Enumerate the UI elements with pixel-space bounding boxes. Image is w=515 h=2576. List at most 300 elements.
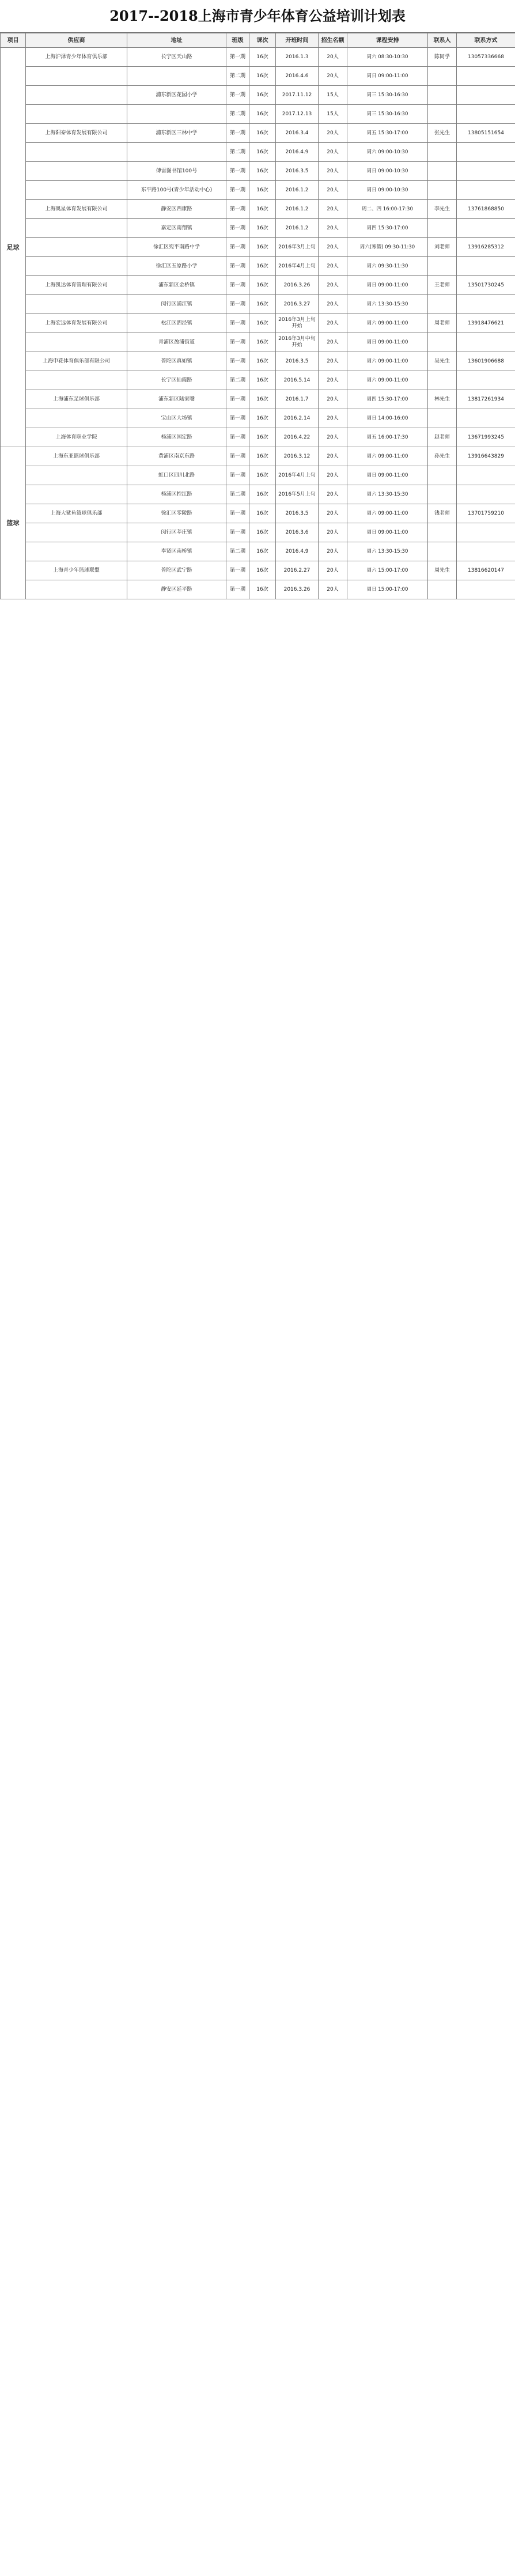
- level-cell: 第一期: [226, 200, 249, 219]
- schedule-cell: 周六 13:30-15:30: [347, 542, 428, 561]
- schedule-cell: 周五 15:30-17:00: [347, 124, 428, 143]
- address-cell: 东平路100号(青少年活动中心): [127, 181, 226, 200]
- sessions-cell: 16次: [249, 333, 276, 352]
- quota-cell: 20人: [319, 542, 347, 561]
- table-row: [1, 561, 515, 580]
- header-sport: 项目: [1, 33, 26, 48]
- phone-cell: 13601906688: [457, 352, 515, 371]
- start-time-cell: 2016年4月上旬: [276, 257, 319, 276]
- supplier-cell: [26, 333, 127, 352]
- supplier-cell: [26, 181, 127, 200]
- supplier-cell: 上海沪泽青少年体育俱乐部: [26, 48, 127, 67]
- table-row: [1, 428, 515, 447]
- table-row: [1, 485, 515, 504]
- phone-cell: [457, 162, 515, 181]
- table-row: [1, 200, 515, 219]
- level-cell: 第一期: [226, 257, 249, 276]
- start-time-cell: 2016.1.2: [276, 181, 319, 200]
- contact-cell: 刘老师: [428, 238, 457, 257]
- schedule-cell: 周三 15:30-16:30: [347, 105, 428, 124]
- table-row: [1, 333, 515, 352]
- contact-cell: [428, 86, 457, 105]
- start-time-cell: 2016年3月上旬开始: [276, 314, 319, 333]
- address-cell: 普陀区真如镇: [127, 352, 226, 371]
- table-row: [1, 48, 515, 67]
- contact-cell: [428, 580, 457, 599]
- quota-cell: 20人: [319, 447, 347, 466]
- phone-cell: [457, 105, 515, 124]
- schedule-cell: 周六 15:00-17:00: [347, 561, 428, 580]
- table-row: [1, 162, 515, 181]
- schedule-cell: 周六 13:30-15:30: [347, 295, 428, 314]
- level-cell: 第一期: [226, 219, 249, 238]
- level-cell: 第一期: [226, 181, 249, 200]
- quota-cell: 20人: [319, 124, 347, 143]
- phone-cell: 13916643829: [457, 447, 515, 466]
- start-time-cell: 2016.3.6: [276, 523, 319, 542]
- sessions-cell: 16次: [249, 200, 276, 219]
- contact-cell: [428, 162, 457, 181]
- schedule-cell: 周六 09:00-11:00: [347, 314, 428, 333]
- level-cell: 第二期: [226, 105, 249, 124]
- sessions-cell: 16次: [249, 580, 276, 599]
- header-phone: 联系方式: [457, 33, 515, 48]
- table-row: [1, 276, 515, 295]
- schedule-cell: 周六 13:30-15:30: [347, 485, 428, 504]
- address-cell: 浦东新区三林中学: [127, 124, 226, 143]
- header-contact: 联系人: [428, 33, 457, 48]
- address-cell: 静安区延平路: [127, 580, 226, 599]
- sessions-cell: 16次: [249, 390, 276, 409]
- supplier-cell: 上海大鲨鱼篮球俱乐部: [26, 504, 127, 523]
- address-cell: [127, 105, 226, 124]
- contact-cell: [428, 257, 457, 276]
- start-time-cell: 2016.3.27: [276, 295, 319, 314]
- phone-cell: 13761868850: [457, 200, 515, 219]
- quota-cell: 20人: [319, 371, 347, 390]
- phone-cell: 13671993245: [457, 428, 515, 447]
- contact-cell: 钱老师: [428, 504, 457, 523]
- phone-cell: [457, 580, 515, 599]
- address-cell: 长宁区仙霞路: [127, 371, 226, 390]
- start-time-cell: 2016.4.22: [276, 428, 319, 447]
- level-cell: 第一期: [226, 333, 249, 352]
- start-time-cell: 2016.4.9: [276, 143, 319, 162]
- sessions-cell: 16次: [249, 542, 276, 561]
- sessions-cell: 16次: [249, 352, 276, 371]
- supplier-cell: [26, 86, 127, 105]
- contact-cell: [428, 409, 457, 428]
- quota-cell: 20人: [319, 466, 347, 485]
- header-schedule: 课程安排: [347, 33, 428, 48]
- quota-cell: 20人: [319, 143, 347, 162]
- address-cell: 浦东新区花园小学: [127, 86, 226, 105]
- contact-cell: [428, 67, 457, 86]
- supplier-cell: [26, 466, 127, 485]
- quota-cell: 20人: [319, 162, 347, 181]
- phone-cell: [457, 485, 515, 504]
- schedule-cell: 周日 15:00-17:00: [347, 580, 428, 599]
- sessions-cell: 16次: [249, 314, 276, 333]
- phone-cell: 13501730245: [457, 276, 515, 295]
- supplier-cell: [26, 295, 127, 314]
- table-row: [1, 409, 515, 428]
- phone-cell: [457, 523, 515, 542]
- phone-cell: 13816620147: [457, 561, 515, 580]
- start-time-cell: 2016.3.5: [276, 352, 319, 371]
- phone-cell: [457, 409, 515, 428]
- header-start-time: 开班时间: [276, 33, 319, 48]
- start-time-cell: 2016年5月上旬: [276, 485, 319, 504]
- address-cell: 傅雷图书馆100号: [127, 162, 226, 181]
- table-row: [1, 67, 515, 86]
- schedule-cell: 周四 15:30-17:00: [347, 219, 428, 238]
- supplier-cell: 上海东亚篮球俱乐部: [26, 447, 127, 466]
- supplier-cell: [26, 523, 127, 542]
- start-time-cell: 2016年4月上旬: [276, 466, 319, 485]
- quota-cell: 20人: [319, 200, 347, 219]
- schedule-cell: 周四 15:30-17:00: [347, 390, 428, 409]
- header-quota: 招生名额: [319, 33, 347, 48]
- schedule-cell: 周六 09:00-10:30: [347, 143, 428, 162]
- quota-cell: 20人: [319, 485, 347, 504]
- schedule-cell: 周日 14:00-16:00: [347, 409, 428, 428]
- contact-cell: [428, 542, 457, 561]
- contact-cell: 林先生: [428, 390, 457, 409]
- schedule-cell: 周六(寒假) 09:30-11:30: [347, 238, 428, 257]
- header-sessions: 课次: [249, 33, 276, 48]
- start-time-cell: 2016.1.2: [276, 219, 319, 238]
- start-time-cell: 2016.3.12: [276, 447, 319, 466]
- sessions-cell: 16次: [249, 257, 276, 276]
- schedule-cell: 周日 09:00-10:30: [347, 162, 428, 181]
- quota-cell: 20人: [319, 409, 347, 428]
- quota-cell: 20人: [319, 428, 347, 447]
- address-cell: 嘉定区南翔镇: [127, 219, 226, 238]
- contact-cell: 陈同学: [428, 48, 457, 67]
- level-cell: 第一期: [226, 352, 249, 371]
- quota-cell: 20人: [319, 276, 347, 295]
- address-cell: 徐汇区零陵路: [127, 504, 226, 523]
- quota-cell: 20人: [319, 561, 347, 580]
- table-row: [1, 86, 515, 105]
- phone-cell: [457, 257, 515, 276]
- start-time-cell: 2016.2.27: [276, 561, 319, 580]
- address-cell: 黄浦区南京东路: [127, 447, 226, 466]
- supplier-cell: [26, 257, 127, 276]
- contact-cell: [428, 105, 457, 124]
- contact-cell: [428, 466, 457, 485]
- sessions-cell: 16次: [249, 143, 276, 162]
- contact-cell: 王老师: [428, 276, 457, 295]
- schedule-cell: 周六 09:00-11:00: [347, 447, 428, 466]
- sessions-cell: 16次: [249, 219, 276, 238]
- page-title: 2017--2018上海市青少年体育公益培训计划表: [0, 0, 515, 33]
- sessions-cell: 16次: [249, 124, 276, 143]
- supplier-cell: 上海阳泰体育发展有限公司: [26, 124, 127, 143]
- start-time-cell: 2016.4.6: [276, 67, 319, 86]
- sessions-cell: 16次: [249, 561, 276, 580]
- table-row: [1, 295, 515, 314]
- contact-cell: 孙先生: [428, 447, 457, 466]
- contact-cell: [428, 181, 457, 200]
- address-cell: 奉贤区南桥镇: [127, 542, 226, 561]
- quota-cell: 20人: [319, 580, 347, 599]
- address-cell: 浦东新区金桥镇: [127, 276, 226, 295]
- schedule-cell: 周日 09:00-11:00: [347, 67, 428, 86]
- contact-cell: [428, 485, 457, 504]
- sessions-cell: 16次: [249, 371, 276, 390]
- supplier-cell: 上海凯达体育管理有限公司: [26, 276, 127, 295]
- level-cell: 第一期: [226, 561, 249, 580]
- supplier-cell: [26, 238, 127, 257]
- start-time-cell: 2016.3.5: [276, 504, 319, 523]
- phone-cell: [457, 333, 515, 352]
- level-cell: 第二期: [226, 542, 249, 561]
- start-time-cell: 2016.3.26: [276, 580, 319, 599]
- sessions-cell: 16次: [249, 428, 276, 447]
- sessions-cell: 16次: [249, 504, 276, 523]
- phone-cell: 13916285312: [457, 238, 515, 257]
- sessions-cell: 16次: [249, 48, 276, 67]
- schedule-cell: 周日 09:00-11:00: [347, 466, 428, 485]
- schedule-cell: 周日 09:00-11:00: [347, 333, 428, 352]
- contact-cell: 李先生: [428, 200, 457, 219]
- quota-cell: 20人: [319, 219, 347, 238]
- level-cell: 第一期: [226, 428, 249, 447]
- start-time-cell: 2017.11.12: [276, 86, 319, 105]
- level-cell: 第一期: [226, 466, 249, 485]
- contact-cell: [428, 333, 457, 352]
- quota-cell: 20人: [319, 295, 347, 314]
- contact-cell: 张先生: [428, 124, 457, 143]
- supplier-cell: [26, 580, 127, 599]
- quota-cell: 20人: [319, 48, 347, 67]
- sessions-cell: 16次: [249, 181, 276, 200]
- address-cell: 杨浦区控江路: [127, 485, 226, 504]
- address-cell: 宝山区大场镇: [127, 409, 226, 428]
- table-row: [1, 105, 515, 124]
- supplier-cell: [26, 409, 127, 428]
- level-cell: 第一期: [226, 124, 249, 143]
- address-cell: 杨浦区国定路: [127, 428, 226, 447]
- sessions-cell: 16次: [249, 295, 276, 314]
- sport-cell: 篮球: [1, 447, 26, 599]
- table-row: [1, 542, 515, 561]
- address-cell: 静安区西康路: [127, 200, 226, 219]
- sport-cell: 足球: [1, 48, 26, 447]
- table-row: [1, 238, 515, 257]
- supplier-cell: [26, 143, 127, 162]
- level-cell: 第一期: [226, 580, 249, 599]
- contact-cell: 周先生: [428, 561, 457, 580]
- address-cell: 普陀区武宁路: [127, 561, 226, 580]
- sessions-cell: 16次: [249, 409, 276, 428]
- level-cell: 第一期: [226, 447, 249, 466]
- address-cell: 青浦区盈浦街道: [127, 333, 226, 352]
- level-cell: 第一期: [226, 86, 249, 105]
- contact-cell: 赵老师: [428, 428, 457, 447]
- supplier-cell: 上海奥星体育发展有限公司: [26, 200, 127, 219]
- start-time-cell: 2016.1.3: [276, 48, 319, 67]
- phone-cell: 13918476621: [457, 314, 515, 333]
- supplier-cell: 上海申花体育俱乐部有限公司: [26, 352, 127, 371]
- quota-cell: 20人: [319, 257, 347, 276]
- supplier-cell: [26, 542, 127, 561]
- schedule-cell: 周六 09:30-11:30: [347, 257, 428, 276]
- schedule-cell: 周日 09:00-11:00: [347, 523, 428, 542]
- schedule-cell: 周日 09:00-11:00: [347, 276, 428, 295]
- training-plan-table: [0, 33, 515, 599]
- header-supplier: 供应商: [26, 33, 127, 48]
- table-row: [1, 390, 515, 409]
- table-row: [1, 124, 515, 143]
- table-row: [1, 504, 515, 523]
- phone-cell: [457, 86, 515, 105]
- start-time-cell: 2017.12.13: [276, 105, 319, 124]
- level-cell: 第二期: [226, 67, 249, 86]
- quota-cell: 15人: [319, 105, 347, 124]
- level-cell: 第二期: [226, 371, 249, 390]
- table-row: [1, 219, 515, 238]
- address-cell: 松江区泗泾镇: [127, 314, 226, 333]
- contact-cell: [428, 143, 457, 162]
- level-cell: 第一期: [226, 162, 249, 181]
- address-cell: 长宁区天山路: [127, 48, 226, 67]
- sessions-cell: 16次: [249, 67, 276, 86]
- sessions-cell: 16次: [249, 485, 276, 504]
- start-time-cell: 2016.3.26: [276, 276, 319, 295]
- table-row: [1, 181, 515, 200]
- address-cell: 徐汇区五原路小学: [127, 257, 226, 276]
- table-row: [1, 580, 515, 599]
- phone-cell: [457, 219, 515, 238]
- supplier-cell: [26, 162, 127, 181]
- quota-cell: 20人: [319, 390, 347, 409]
- quota-cell: 15人: [319, 86, 347, 105]
- phone-cell: [457, 466, 515, 485]
- address-cell: 闵行区莘庄镇: [127, 523, 226, 542]
- supplier-cell: [26, 219, 127, 238]
- schedule-cell: 周六 09:00-11:00: [347, 504, 428, 523]
- level-cell: 第一期: [226, 409, 249, 428]
- phone-cell: 13057336668: [457, 48, 515, 67]
- table-row: [1, 523, 515, 542]
- contact-cell: [428, 523, 457, 542]
- phone-cell: [457, 67, 515, 86]
- address-cell: 浦东新区陆家嘴: [127, 390, 226, 409]
- address-cell: 闵行区浦江镇: [127, 295, 226, 314]
- quota-cell: 20人: [319, 352, 347, 371]
- quota-cell: 20人: [319, 333, 347, 352]
- quota-cell: 20人: [319, 314, 347, 333]
- phone-cell: [457, 542, 515, 561]
- sessions-cell: 16次: [249, 466, 276, 485]
- sessions-cell: 16次: [249, 105, 276, 124]
- header-address: 地址: [127, 33, 226, 48]
- header-level: 班级: [226, 33, 249, 48]
- contact-cell: 周老师: [428, 314, 457, 333]
- table-row: [1, 143, 515, 162]
- schedule-cell: 周三 15:30-16:30: [347, 86, 428, 105]
- schedule-cell: 周六 09:00-11:00: [347, 371, 428, 390]
- level-cell: 第二期: [226, 143, 249, 162]
- supplier-cell: [26, 67, 127, 86]
- contact-cell: 吴先生: [428, 352, 457, 371]
- level-cell: 第一期: [226, 295, 249, 314]
- start-time-cell: 2016年3月上旬: [276, 238, 319, 257]
- start-time-cell: 2016.4.9: [276, 542, 319, 561]
- supplier-cell: [26, 485, 127, 504]
- quota-cell: 20人: [319, 181, 347, 200]
- supplier-cell: 上海体育职业学院: [26, 428, 127, 447]
- start-time-cell: 2016.5.14: [276, 371, 319, 390]
- start-time-cell: 2016.3.4: [276, 124, 319, 143]
- quota-cell: 20人: [319, 523, 347, 542]
- level-cell: 第二期: [226, 485, 249, 504]
- quota-cell: 20人: [319, 238, 347, 257]
- start-time-cell: 2016年3月中旬开始: [276, 333, 319, 352]
- start-time-cell: 2016.1.2: [276, 200, 319, 219]
- level-cell: 第一期: [226, 523, 249, 542]
- sessions-cell: 16次: [249, 238, 276, 257]
- level-cell: 第一期: [226, 314, 249, 333]
- level-cell: 第一期: [226, 276, 249, 295]
- level-cell: 第一期: [226, 504, 249, 523]
- address-cell: [127, 143, 226, 162]
- level-cell: 第一期: [226, 48, 249, 67]
- supplier-cell: 上海青少年篮球联盟: [26, 561, 127, 580]
- quota-cell: 20人: [319, 67, 347, 86]
- phone-cell: 13701759210: [457, 504, 515, 523]
- address-cell: 徐汇区宛平南路中学: [127, 238, 226, 257]
- sessions-cell: 16次: [249, 86, 276, 105]
- table-row: [1, 314, 515, 333]
- sessions-cell: 16次: [249, 162, 276, 181]
- schedule-cell: 周二、四 16:00-17:30: [347, 200, 428, 219]
- sessions-cell: 16次: [249, 523, 276, 542]
- schedule-cell: 周六 09:00-11:00: [347, 352, 428, 371]
- start-time-cell: 2016.2.14: [276, 409, 319, 428]
- contact-cell: [428, 295, 457, 314]
- start-time-cell: 2016.3.5: [276, 162, 319, 181]
- phone-cell: 13817261934: [457, 390, 515, 409]
- table-body: [1, 48, 515, 599]
- supplier-cell: 上海宏远体育发展有限公司: [26, 314, 127, 333]
- schedule-cell: 周日 09:00-10:30: [347, 181, 428, 200]
- level-cell: 第一期: [226, 390, 249, 409]
- address-cell: [127, 67, 226, 86]
- table-row: [1, 257, 515, 276]
- table-row: [1, 352, 515, 371]
- quota-cell: 20人: [319, 504, 347, 523]
- phone-cell: [457, 143, 515, 162]
- contact-cell: [428, 371, 457, 390]
- phone-cell: [457, 371, 515, 390]
- start-time-cell: 2016.1.7: [276, 390, 319, 409]
- table-row: [1, 447, 515, 466]
- address-cell: 虹口区四川北路: [127, 466, 226, 485]
- schedule-cell: 周六 08:30-10:30: [347, 48, 428, 67]
- supplier-cell: [26, 105, 127, 124]
- supplier-cell: 上海浦东足球俱乐部: [26, 390, 127, 409]
- level-cell: 第一期: [226, 238, 249, 257]
- contact-cell: [428, 219, 457, 238]
- table-row: [1, 466, 515, 485]
- schedule-cell: 周五 16:00-17:30: [347, 428, 428, 447]
- header-row: [1, 33, 515, 48]
- sessions-cell: 16次: [249, 447, 276, 466]
